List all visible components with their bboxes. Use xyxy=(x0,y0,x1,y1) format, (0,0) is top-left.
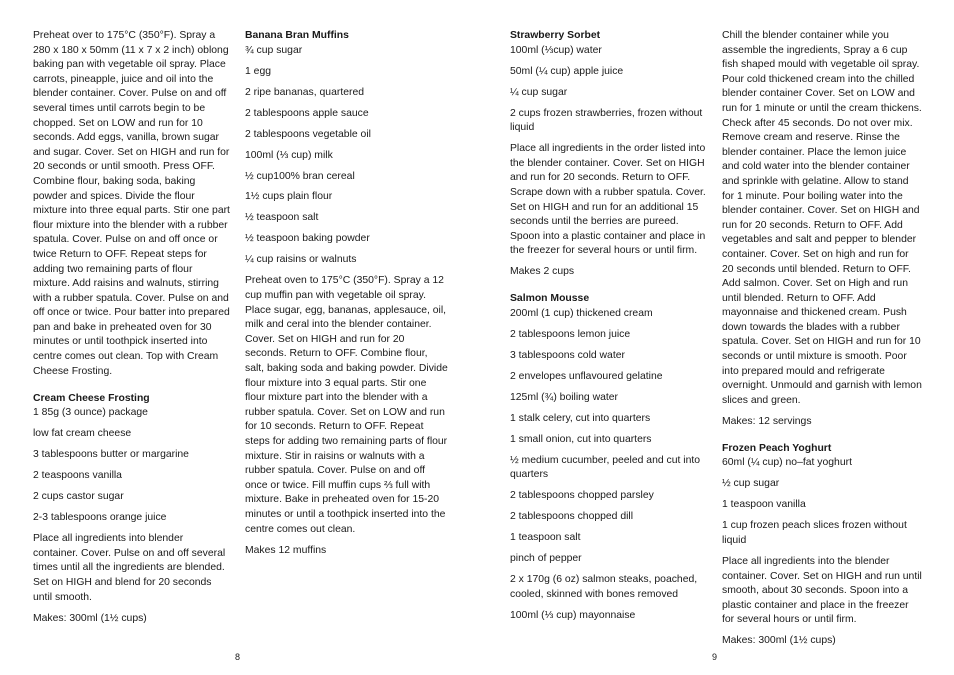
ingredient: ½ cup sugar xyxy=(722,478,780,490)
ingredient: 2 cups castor sugar xyxy=(33,491,124,503)
page-number-right: 9 xyxy=(712,652,718,662)
ingredient: 125ml (¾) boiling water xyxy=(510,391,618,403)
ingredient: 2 envelopes unflavoured gelatine xyxy=(510,370,663,382)
ingredient: ½ teaspoon baking powder xyxy=(245,233,370,245)
ingredient: 100ml (⅓ cup) mayonnaise xyxy=(510,609,636,621)
ingredient: 1 teaspoon salt xyxy=(510,532,581,544)
ingredient: 2 cups frozen strawberries, frozen without liquid xyxy=(510,107,703,134)
ingredient: 1½ cups plain flour xyxy=(245,191,333,203)
ingredient: 2 tablespoons lemon juice xyxy=(510,328,631,340)
ingredient: 2 tablespoons apple sauce xyxy=(245,107,369,119)
ingredient: 1 small onion, cut into quarters xyxy=(510,433,652,445)
ingredient: 60ml (¼ cup) no–fat yoghurt xyxy=(722,457,852,469)
carrot-cake-method: Preheat over to 175°C (350°F). Spray a 280 x 180 x 50mm (11 x 7 x 2 inch) oblong baking pan with vegetable oil spray. Place carrots, pineapple, juice and oil into the blender container. Cover. Pulse on and off several times until carrots begin to be chopped. Set on LOW and run for 10 seconds. Add eggs, vanilla, brown sugar and sugar. Cover. Set on HIGH and run for 20 seconds or until smooth. Press OFF. Combine flour, baking soda, baking powder and spices. Divide the flour mixture into three equal parts. Stir one part flour mixture into the blender with a rubber spatula. Cover. Pulse on and off once or twice Return to OFF. Repeat steps for adding two remaining parts of flour mixture. Add raisins and walnuts, stirring with a rubber spatula. Cover. Pulse on and off once or twice. Pour batter into prepared pan and bake in preheated oven for 30 minutes or until toothpick inserted into centre comes out clean. Top with Cream Cheese Frosting. xyxy=(33,30,230,377)
ingredient: 1 egg xyxy=(245,65,272,77)
ingredient: 3 tablespoons butter or margarine xyxy=(33,449,189,461)
recipe-title-cream-cheese-frosting: Cream Cheese Frosting xyxy=(33,392,150,404)
frosting-yield: Makes: 300ml (1½ cups) xyxy=(33,612,147,624)
ingredient: 3 tablespoons cold water xyxy=(510,349,625,361)
yoghurt-method: Place all ingredients into the blender container. Cover. Set on HIGH and run until smooth, about 30 seconds. Spoon into a plastic container and place in the freezer for several hours or until firm. xyxy=(722,555,922,626)
ingredient: 100ml (⅓ cup) milk xyxy=(245,149,333,161)
ingredient: ¼ cup raisins or walnuts xyxy=(245,254,357,266)
sorbet-yield: Makes 2 cups xyxy=(510,266,575,278)
mousse-yield: Makes: 12 servings xyxy=(722,415,812,427)
ingredient: 100ml (⅓cup) water xyxy=(510,44,602,56)
ingredient: 1 teaspoon vanilla xyxy=(722,499,806,511)
mousse-method: Chill the blender container while you assemble the ingredients, Spray a 6 cup fish shaped mould with vegetable oil spray. Pour cold thickened cream into the chilled blender container Cover. Set on LOW and run for 1 minute or until the cream thickens. Check after 45 seconds. Do not over mix. Remove cream and reserve. Rinse the blender container. Place the lemon juice and cold water into the blender container and sprinkle with gelatine. Allow to stand for 1 minute. Pour boiling water into the blender container. Cover. Set on HIGH and run for 20 seconds. Return to OFF. Add vegetables and salt and pepper to blender container. Cover. Set on high and run for 20 seconds until blended. Return to OFF. Add salmon. Cover. Set on High and run until blended. Return to OFF. Add mayonnaise and thickened cream. Push down towards the blades with a rubber spatula. Cover. Set on HIGH and run for 10 seconds or until mixture is smooth. Poor into prepared mould and refrigerate overnight. Unmould and garnish with lemon slices and green. xyxy=(722,30,922,406)
ingredient: 2 x 170g (6 oz) salmon steaks, poached, cooled, skinned with bones removed xyxy=(510,574,698,600)
ingredient: ¼ cup sugar xyxy=(510,86,568,98)
recipe-title-strawberry-sorbet: Strawberry Sorbet xyxy=(510,30,601,41)
column-1 xyxy=(33,29,231,632)
recipe-title-salmon-mousse: Salmon Mousse xyxy=(510,293,590,305)
frosting-method: Place all ingredients into blender container. Cover. Pulse on and off several times until all the ingredients are blended. Set on HIGH and blend for 20 seconds until smooth. xyxy=(33,533,226,603)
ingredient: 200ml (1 cup) thickened cream xyxy=(510,307,653,319)
ingredient: ½ teaspoon salt xyxy=(245,212,319,224)
ingredient: pinch of pepper xyxy=(510,553,582,565)
muffins-method: Preheat oven to 175°C (350°F). Spray a 12 cup muffin pan with vegetable oil spray. Place sugar, egg, bananas, applesauce, oil, milk and ceral into the blender container. Cover. Set on HIGH and run for 20 seconds. Return to OFF. Combine flour, salt, baking soda and baking powder. Divide flour mixture into 3 equal parts. Stir one flour mixture part into the blender with a rubber spatula. Cover. Set on LOW and run for 10 seconds. Return to OFF. Repeat steps for adding two remaining parts of flour mixture. Stir in raisins or walnuts with a rubber spatula. Cover. Pulse on and off once or twice. Fill muffin cups ⅔ full with mixture. Bake in preheated oven for 15-20 minutes or until a toothpick inserted into the centre comes out clean. xyxy=(245,275,448,535)
recipe-title-banana-bran-muffins: Banana Bran Muffins xyxy=(245,30,349,41)
ingredient: 1 cup frozen peach slices frozen without liquid xyxy=(722,520,907,546)
yoghurt-yield: Makes: 300ml (1½ cups) xyxy=(722,635,836,647)
ingredient: ¾ cup sugar xyxy=(245,44,303,56)
ingredient: low fat cream cheese xyxy=(33,428,132,440)
recipe-title-frozen-peach-yoghurt: Frozen Peach Yoghurt xyxy=(722,442,832,454)
ingredient: 2 tablespoons chopped parsley xyxy=(510,490,654,502)
muffins-yield: Makes 12 muffins xyxy=(245,544,327,556)
ingredient: 2 tablespoons chopped dill xyxy=(510,511,634,523)
ingredient: 2-3 tablespoons orange juice xyxy=(33,512,167,524)
ingredient: ½ cup100% bran cereal xyxy=(245,170,355,182)
ingredient: 2 ripe bananas, quartered xyxy=(245,86,365,98)
ingredient: 1 stalk celery, cut into quarters xyxy=(510,412,651,424)
sorbet-method: Place all ingredients in the order listed into the blender container. Cover. Set on HIGH and run for 20 seconds. Return to OFF. Scrape down with a rubber spatula. Cover. Set on HIGH and run for an additional 15 seconds until the berries are pureed. Spoon into a plastic container and place in the freezer for several hours or until firm. xyxy=(510,143,706,257)
ingredient: 50ml (¼ cup) apple juice xyxy=(510,65,624,77)
ingredient: 2 tablespoons vegetable oil xyxy=(245,128,371,140)
column-4 xyxy=(722,29,922,655)
ingredient: ½ medium cucumber, peeled and cut into quarters xyxy=(510,454,701,481)
page-number-left: 8 xyxy=(235,652,241,662)
ingredient: 2 teaspoons vanilla xyxy=(33,470,122,482)
column-3 xyxy=(510,29,708,630)
column-2 xyxy=(245,29,448,564)
ingredient: 1 85g (3 ounce) package xyxy=(33,407,148,419)
